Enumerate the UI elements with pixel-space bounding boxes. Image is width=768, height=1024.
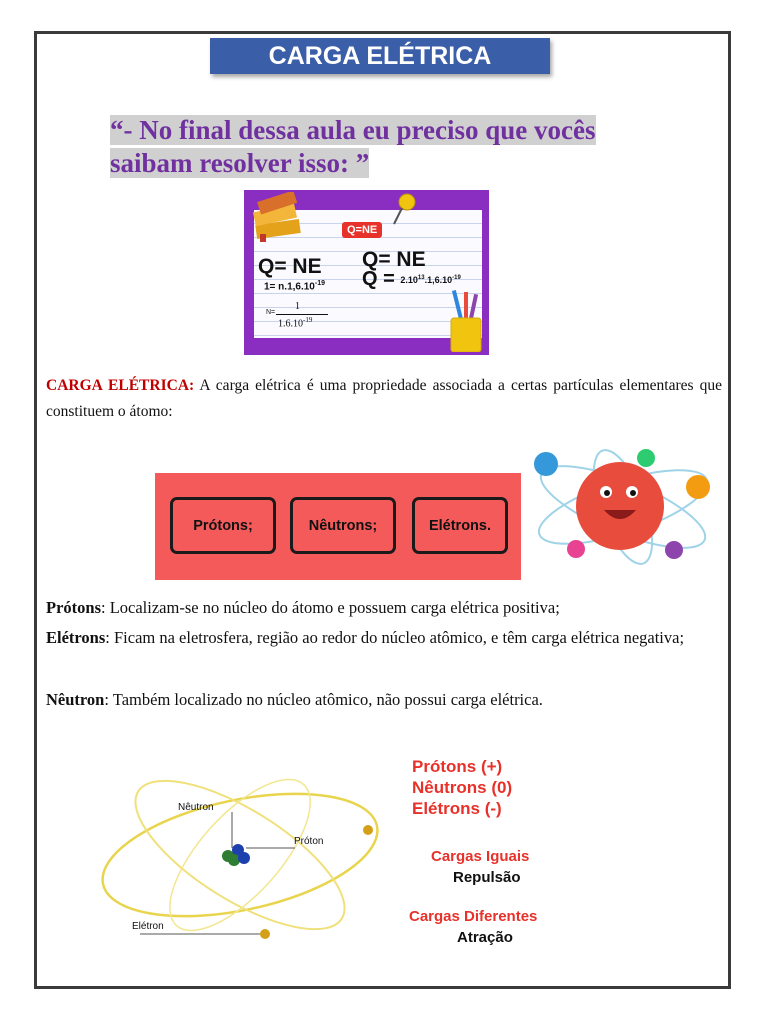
legend-neutrons: Nêutrons (0) <box>412 778 513 797</box>
formula-right-values <box>400 275 460 285</box>
books-icon <box>248 192 304 244</box>
cartoon-atom-illustration <box>528 442 718 572</box>
formula-right-mid: .1,6.10 <box>424 274 453 285</box>
legend-protons: Prótons (+) <box>412 757 503 776</box>
box-protons: Prótons; <box>170 497 276 554</box>
formula-illustration <box>244 190 489 355</box>
n-denominator <box>278 316 312 329</box>
formula-left: Q= NE <box>258 255 322 278</box>
definition-electrons <box>46 622 722 654</box>
n-fraction-line <box>276 314 328 315</box>
page-title: CARGA ELÉTRICA <box>210 38 550 74</box>
box-neutrons: Nêutrons; <box>290 497 396 554</box>
definition-neutron-text: : Também localizado no núcleo atômico, não possui carga elétrica. <box>104 690 543 709</box>
definition-protons <box>46 592 722 624</box>
definition-electrons-text: : Ficam na eletrosfera, região ao redor do núcleo atômico, e têm carga elétrica negativa; <box>105 628 685 647</box>
intro-text: A carga elétrica é uma propriedade associada a certas partículas elementares que constituem o átomo: <box>46 377 722 420</box>
formula-right-q: Q = <box>362 268 395 290</box>
intro-quote <box>110 114 640 180</box>
quote-text: “- No final dessa aula eu preciso que vocês saibam resolver isso: ” <box>110 115 596 178</box>
label-proton: Próton <box>294 836 324 847</box>
formula-left-line <box>264 280 325 292</box>
formula-right-line <box>362 268 461 291</box>
intro-paragraph <box>46 373 722 425</box>
n-numerator: 1 <box>295 301 300 312</box>
definition-neutron <box>46 684 722 716</box>
particles-banner <box>155 473 521 580</box>
intro-label: CARGA ELÉTRICA: <box>46 377 195 394</box>
legend-diff-result: Atração <box>457 929 513 946</box>
box-electrons: Elétrons. <box>412 497 508 554</box>
legend-equal-title: Cargas Iguais <box>431 848 530 865</box>
formula-right-base: 2.10 <box>400 274 418 285</box>
pencil-cup-icon <box>446 290 486 352</box>
term-electrons: Elétrons <box>46 628 106 647</box>
legend-diff-title: Cargas Diferentes <box>409 908 538 925</box>
formula-right-exp2: -19 <box>452 274 461 281</box>
label-neutron: Nêutron <box>178 802 214 813</box>
formula-right-exp1: 13 <box>417 274 425 281</box>
term-protons: Prótons <box>46 598 101 617</box>
n-denominator-exp: -19 <box>303 316 313 324</box>
definition-protons-text: : Localizam-se no núcleo do átomo e possuem carga elétrica positiva; <box>101 598 560 617</box>
formula-right: Q= NE <box>362 248 426 271</box>
term-neutron: Nêutron <box>46 690 105 709</box>
formula-left-line-base: 1= n.1,6.10 <box>264 281 315 293</box>
formula-left-line-exp: -19 <box>314 280 325 287</box>
legend-equal-result: Repulsão <box>453 869 521 886</box>
n-denominator-base: 1.6.10 <box>278 318 303 330</box>
n-label: N= <box>266 309 276 316</box>
formula-badge: Q=NE <box>342 222 382 238</box>
legend-electrons: Elétrons (-) <box>412 799 502 818</box>
pushpin-icon <box>390 192 420 226</box>
label-electron: Elétron <box>132 921 164 932</box>
atom-diagram <box>100 750 400 970</box>
